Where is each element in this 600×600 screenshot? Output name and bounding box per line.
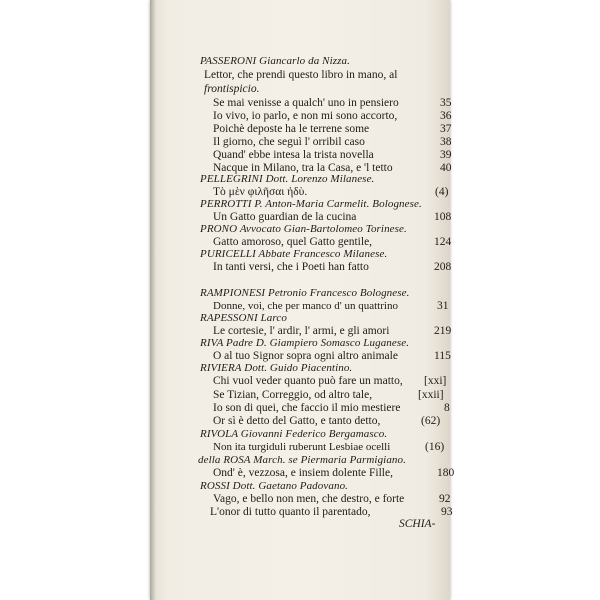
page-number: 115	[434, 350, 451, 362]
entry-heading: RIVA Padre D. Giampiero Somasco Luganese.	[200, 337, 410, 349]
page-number: (4)	[435, 186, 449, 198]
page-number: 208	[434, 261, 452, 273]
page-number: 108	[434, 211, 452, 223]
verse-line: Quand' ebbe intesa la trista novella	[213, 149, 374, 161]
verse-line: O al tuo Signor sopra ogni altro animale	[213, 350, 398, 362]
verse-line: Io vivo, io parlo, e non mi sono accorto,	[213, 110, 398, 122]
entry-heading: RAMPIONESI Petronio Francesco Bolognese.	[200, 287, 410, 299]
entry-heading: ROSSI Dott. Gaetano Padovano.	[200, 480, 349, 492]
page-number: (62)	[421, 415, 441, 427]
page-number: 37	[440, 123, 452, 135]
entry-heading: della ROSA March. se Piermaria Parmigiano.	[198, 454, 406, 466]
page-number: 35	[440, 97, 452, 109]
verse-line: Poichè deposte ha le terrene some	[213, 123, 370, 135]
page-number: 31	[437, 300, 449, 312]
entry-heading: RIVIERA Dott. Guido Piacentino.	[200, 362, 353, 374]
verse-line: L'onor di tutto quanto il parentado,	[210, 506, 371, 518]
verse-line: In tanti versi, che i Poeti han fatto	[213, 261, 369, 273]
verse-line: Nacque in Milano, tra la Casa, e 'l tetto	[213, 162, 393, 174]
verse-line: Le cortesie, l' ardir, l' armi, e gli amori	[213, 325, 390, 337]
page-number: 39	[440, 149, 452, 161]
entry-heading: PERROTTI P. Anton-Maria Carmelit. Bolognese.	[200, 198, 422, 210]
entry-heading: RAPESSONI Larco	[200, 312, 287, 324]
verse-line: Il giorno, che seguì l' orribil caso	[213, 136, 365, 148]
entry-heading: PRONO Avvocato Gian-Bartolomeo Torinese.	[200, 223, 407, 235]
verse-line: Io son di quei, che faccio il mio mestiere	[213, 402, 401, 414]
verse-line: frontispicio.	[204, 83, 260, 95]
page-number: [xxii]	[418, 389, 444, 401]
verse-line: Se Tizian, Correggio, od altro tale,	[213, 389, 373, 401]
verse-line: Vago, e bello non men, che destro, e forte	[213, 493, 405, 505]
verse-line: Se mai venisse a qualch' uno in pensiero	[213, 97, 399, 109]
entry-heading: PURICELLI Abbate Francesco Milanese.	[200, 248, 388, 260]
verse-line: Ond' è, vezzosa, e insiem dolente Fille,	[213, 467, 393, 479]
verse-line: Gatto amoroso, quel Gatto gentile,	[213, 236, 373, 248]
page-number: 93	[441, 506, 453, 518]
entry-heading: PELLEGRINI Dott. Lorenzo Milanese.	[200, 173, 375, 185]
catchword: SCHIA-	[399, 518, 436, 530]
verse-line: Or sì è detto del Gatto, e tanto detto,	[213, 415, 381, 427]
page-number: 38	[440, 136, 452, 148]
page-number: 180	[437, 467, 455, 479]
page-number: 36	[440, 110, 452, 122]
verse-line: Un Gatto guardian de la cucina	[213, 211, 357, 223]
page-number: 219	[434, 325, 452, 337]
verse-line: Chi vuol veder quanto può fare un matto,	[213, 375, 403, 387]
page-number: [xxi]	[424, 375, 447, 387]
verse-line: Donne, voi, che per manco d' un quattrino	[213, 300, 398, 312]
verse-line: Lettor, che prendi questo libro in mano, al	[204, 69, 398, 81]
entry-heading: RIVOLA Giovanni Federico Bergamasco.	[200, 428, 388, 440]
verse-line: Non ita turgiduli ruberunt Lesbiae ocelli	[213, 441, 391, 453]
page-number: 92	[439, 493, 451, 505]
page-number: 40	[440, 162, 452, 174]
page-number: 124	[434, 236, 452, 248]
page-number: (16)	[425, 441, 445, 453]
entry-heading: PASSERONI Giancarlo da Nizza.	[200, 55, 350, 67]
page-number: 8	[444, 402, 450, 414]
page-gutter-shadow	[150, 0, 156, 600]
verse-line: Τὸ μὲν φιλῆσαι ἡδὺ.	[213, 186, 308, 198]
